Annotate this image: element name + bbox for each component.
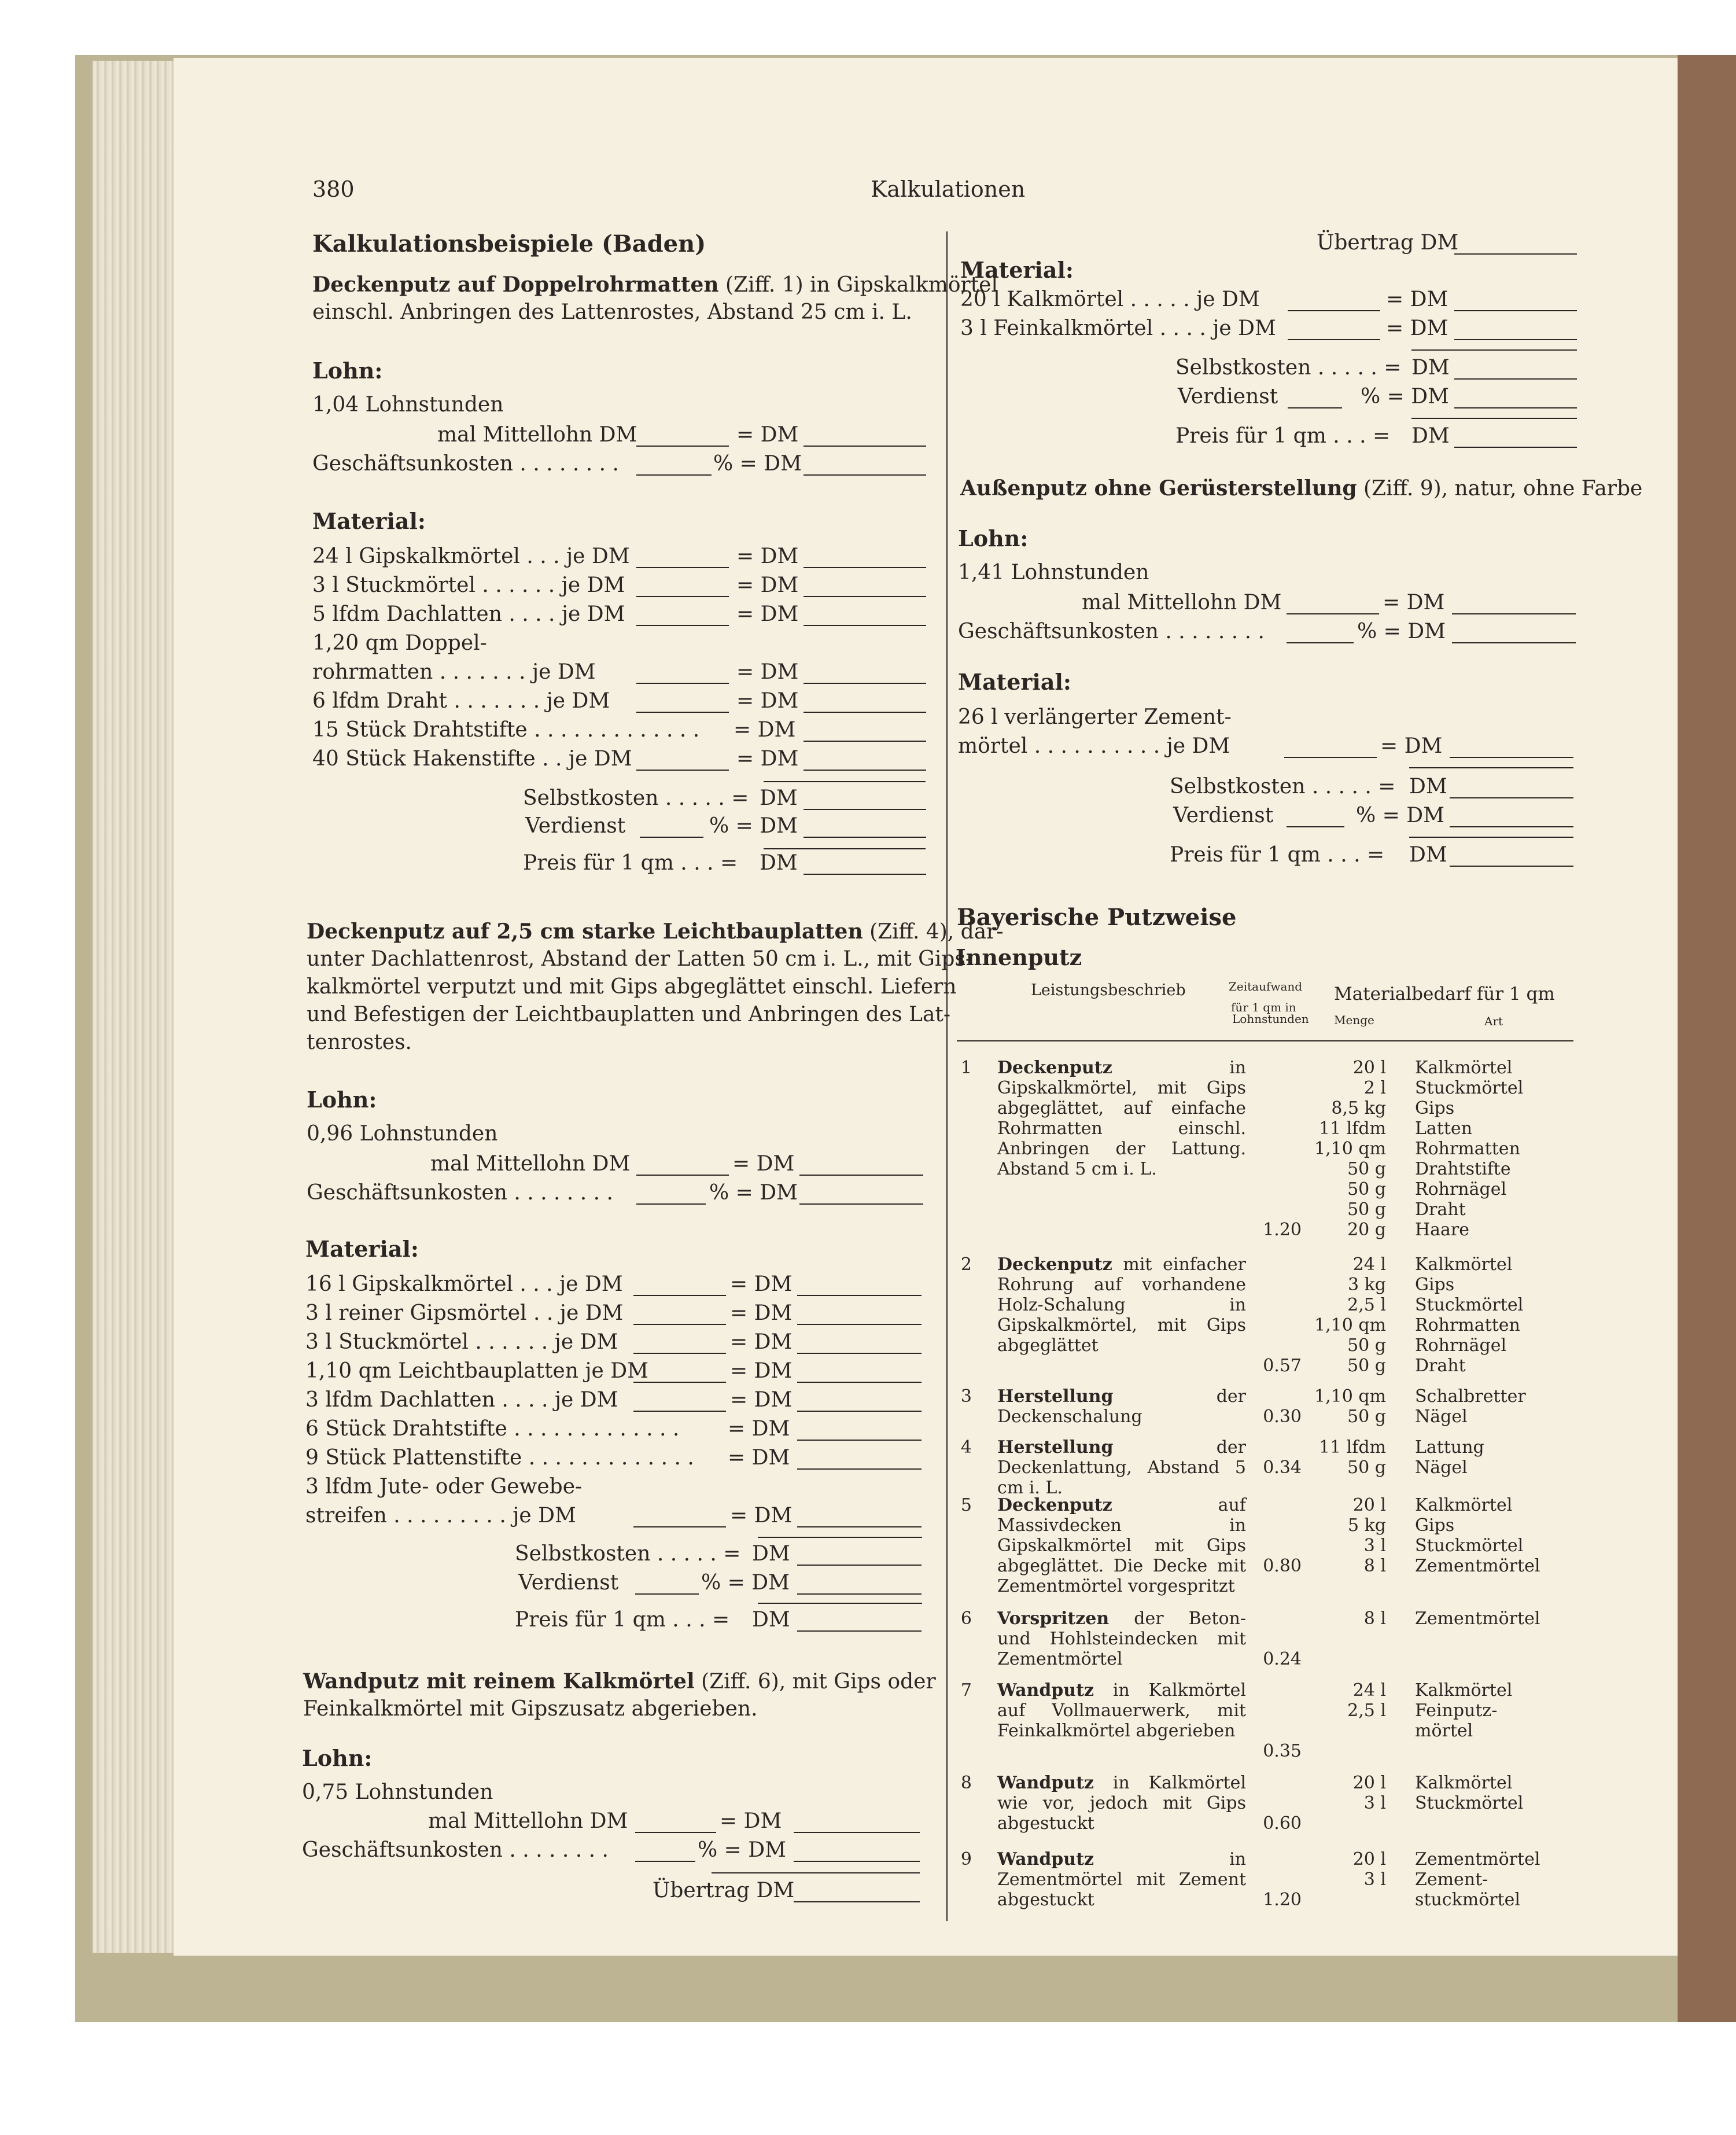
s3-hours: 0,75 Lohnstunden (302, 1780, 493, 1804)
row-art: Nägel (1415, 1407, 1468, 1427)
row-number: 1 (960, 1058, 972, 1078)
carry-verdienst: Verdienst (1178, 385, 1278, 408)
row-menge: 50 g (1347, 1199, 1386, 1220)
row-description: Herstellung der Deckenlattung, Abstand 5 cm i. L. (997, 1437, 1246, 1498)
s2-material-row: 9 Stück Plattenstifte . . . . . . . . . . . . . (305, 1446, 694, 1470)
row-menge: 2,5 l (1347, 1700, 1386, 1721)
s1-material-row: 6 lfdm Draht . . . . . . . je DM (312, 689, 610, 713)
table-rule (957, 1040, 1573, 1041)
s1-mittellohn: mal Mittellohn DM (437, 423, 637, 447)
s1-material-row: 1,20 qm Doppel- (312, 631, 487, 655)
row-menge: 24 l (1352, 1254, 1386, 1275)
row-description: Herstellung der Deckenschalung (997, 1386, 1246, 1427)
s1-mittellohn-eq: = DM (736, 423, 799, 447)
row-menge: 50 g (1347, 1179, 1386, 1199)
row-time: 0.34 (1263, 1457, 1302, 1478)
row-time: 0.35 (1263, 1741, 1302, 1761)
s1-title-line2: einschl. Anbringen des Lattenrostes, Abstand 25 cm i. L. (312, 300, 912, 324)
row-art: mörtel (1415, 1721, 1473, 1741)
row-number: 4 (960, 1437, 972, 1457)
row-art: Nägel (1415, 1457, 1468, 1478)
row-menge: 20 g (1347, 1220, 1386, 1240)
row-number: 6 (960, 1608, 972, 1629)
row-art: Stuckmörtel (1415, 1078, 1524, 1098)
row-menge: 20 l (1352, 1849, 1386, 1869)
row-menge: 20 l (1352, 1495, 1386, 1515)
s1-title-line1: Deckenputz auf Doppelrohrmatten (Ziff. 1) in Gipskalkmörtel (312, 273, 998, 297)
row-time: 0.30 (1263, 1407, 1302, 1427)
s4-hours: 1,41 Lohnstunden (958, 561, 1149, 584)
s4-material-label: Material: (958, 669, 1071, 695)
s2-title-line3: kalkmörtel verputzt und mit Gips abgeglättet einschl. Liefern (307, 975, 957, 999)
s1-material-row: 3 l Stuckmörtel . . . . . . je DM (312, 573, 625, 597)
row-art: Stuckmörtel (1415, 1793, 1524, 1813)
row-menge: 8,5 kg (1331, 1098, 1386, 1118)
row-time: 0.57 (1263, 1356, 1302, 1376)
row-art: Latten (1415, 1118, 1472, 1139)
s2-title-line5: tenrostes. (307, 1030, 412, 1054)
s1-material-row: 5 lfdm Dachlatten . . . . je DM (312, 602, 625, 626)
row-menge: 24 l (1352, 1680, 1386, 1700)
row-menge: 3 l (1363, 1793, 1386, 1813)
col-header-time: Zeitaufwand (1229, 980, 1303, 993)
col-header-desc: Leistungsbeschrieb (1031, 981, 1186, 999)
row-menge: 8 l (1363, 1556, 1386, 1576)
row-art: Kalkmörtel (1415, 1680, 1513, 1700)
row-art: stuckmörtel (1415, 1890, 1521, 1910)
col-header-art: Art (1484, 1014, 1503, 1028)
col-header-time: Lohnstunden (1232, 1012, 1309, 1026)
row-menge: 20 l (1352, 1058, 1386, 1078)
s1-preis: Preis für 1 qm . . . = (523, 851, 738, 875)
row-time: 1.20 (1263, 1220, 1302, 1240)
row-art: Zementmörtel (1415, 1849, 1540, 1869)
row-number: 5 (960, 1495, 972, 1515)
row-art: Gips (1415, 1098, 1455, 1118)
row-time: 0.24 (1263, 1649, 1302, 1669)
row-menge: 3 l (1363, 1536, 1386, 1556)
row-menge: 1,10 qm (1314, 1315, 1386, 1335)
row-art: Drahtstifte (1415, 1159, 1511, 1179)
bayern-heading: Bayerische Putzweise (957, 904, 1237, 931)
row-number: 3 (960, 1386, 972, 1407)
row-art: Schalbretter (1415, 1386, 1526, 1407)
row-number: 7 (960, 1680, 972, 1700)
col-header-menge: Menge (1334, 1013, 1374, 1027)
row-art: Rohrmatten (1415, 1315, 1520, 1335)
row-art: Rohrnägel (1415, 1179, 1507, 1199)
row-time: 1.20 (1263, 1890, 1302, 1910)
row-menge: 20 l (1352, 1773, 1386, 1793)
s2-material-row: 3 l Stuckmörtel . . . . . . je DM (305, 1330, 618, 1354)
carry-material-row: 20 l Kalkmörtel . . . . . je DM (960, 288, 1260, 311)
row-menge: 5 kg (1347, 1515, 1386, 1536)
row-menge: 3 l (1363, 1869, 1386, 1890)
row-number: 2 (960, 1254, 972, 1275)
row-number: 9 (960, 1849, 972, 1869)
s3-gk: Geschäftsunkosten . . . . . . . . (302, 1838, 609, 1862)
s2-material-row: 6 Stück Drahtstifte . . . . . . . . . . . . . (305, 1417, 680, 1441)
s4-material-row: mörtel . . . . . . . . . . je DM (958, 734, 1230, 758)
row-description: Wandputz in Zementmörtel mit Zement abgestuckt (997, 1849, 1246, 1910)
running-head: Kalkulationen (871, 176, 1026, 202)
row-art: Rohrnägel (1415, 1335, 1507, 1356)
row-art: Draht (1415, 1199, 1466, 1220)
s1-selbstkosten: Selbstkosten . . . . . = (523, 786, 749, 810)
row-art: Stuckmörtel (1415, 1536, 1524, 1556)
row-menge: 2,5 l (1347, 1295, 1386, 1315)
carry-material-label: Material: (960, 257, 1074, 283)
s2-mittellohn: mal Mittellohn DM (430, 1152, 631, 1176)
row-menge: 11 lfdm (1318, 1118, 1386, 1139)
row-art: Gips (1415, 1515, 1455, 1536)
s4-preis: Preis für 1 qm . . . = (1170, 843, 1385, 867)
s1-gk-eq: % = DM (713, 452, 802, 476)
carry-preis: Preis für 1 qm . . . = (1175, 424, 1391, 448)
row-description: Deckenputz in Gipskalkmörtel, mit Gips abgeglättet, auf einfache Rohrmatten einschl. Anbringen der Lattung. Abstand 5 cm i. L. (997, 1058, 1246, 1179)
row-art: Kalkmörtel (1415, 1495, 1513, 1515)
page-number: 380 (312, 176, 355, 202)
carry-material-row: 3 l Feinkalkmörtel . . . . je DM (960, 316, 1276, 340)
s4-verdienst: Verdienst (1173, 804, 1274, 827)
row-art: Haare (1415, 1220, 1470, 1240)
row-art: Rohrmatten (1415, 1139, 1520, 1159)
section-heading: Kalkulationsbeispiele (Baden) (312, 230, 706, 257)
bayern-subheading: Innenputz (956, 944, 1082, 970)
s1-verdienst: Verdienst (525, 814, 626, 838)
s2-material-row: 16 l Gipskalkmörtel . . . je DM (305, 1272, 623, 1296)
s2-gk: Geschäftsunkosten . . . . . . . . (307, 1181, 613, 1205)
row-menge: 1,10 qm (1314, 1386, 1386, 1407)
s2-verdienst: Verdienst (518, 1571, 619, 1595)
s2-preis: Preis für 1 qm . . . = (515, 1608, 730, 1632)
s1-material-label: Material: (312, 508, 426, 534)
s2-hours: 0,96 Lohnstunden (307, 1122, 498, 1146)
s2-material-row: 3 l reiner Gipsmörtel . . je DM (305, 1301, 624, 1325)
row-art: Kalkmörtel (1415, 1254, 1513, 1275)
s1-material-row: 40 Stück Hakenstifte . . je DM (312, 747, 632, 771)
uebertrag-carry: Übertrag DM (1317, 231, 1459, 255)
row-art: Zement- (1415, 1869, 1488, 1890)
row-art: Kalkmörtel (1415, 1773, 1513, 1793)
scan-background-bottom (0, 2022, 1736, 2135)
row-menge: 8 l (1363, 1608, 1386, 1629)
s1-lohn-label: Lohn: (312, 358, 383, 384)
row-menge: 50 g (1347, 1407, 1386, 1427)
row-art: Draht (1415, 1356, 1466, 1376)
s4-gk: Geschäftsunkosten . . . . . . . . (958, 620, 1265, 643)
s2-material-row: 3 lfdm Dachlatten . . . . je DM (305, 1388, 618, 1412)
row-description: Deckenputz auf Massivdecken in Gipskalkmörtel mit Gips abgeglättet. Die Decke mit Zementmörtel vorgespritzt (997, 1495, 1246, 1596)
s2-material-row: streifen . . . . . . . . . je DM (305, 1504, 576, 1527)
s4-lohn-label: Lohn: (958, 525, 1029, 551)
row-time: 0.60 (1263, 1813, 1302, 1834)
row-time: 0.80 (1263, 1556, 1302, 1576)
row-description: Vorspritzen der Beton- und Hohlsteindecken mit Zementmörtel (997, 1608, 1246, 1669)
s3-mittellohn: mal Mittellohn DM (428, 1809, 628, 1833)
s3-title-line2: Feinkalkmörtel mit Gipszusatz abgerieben. (303, 1697, 758, 1721)
s1-material-row: rohrmatten . . . . . . . je DM (312, 660, 596, 684)
row-menge: 50 g (1347, 1356, 1386, 1376)
s4-material-row: 26 l verlängerter Zement- (958, 705, 1232, 729)
row-description: Wandputz in Kalkmörtel auf Vollmauerwerk, mit Feinkalkmörtel abgerieben (997, 1680, 1246, 1741)
s2-lohn-label: Lohn: (307, 1087, 377, 1113)
s2-title-line4: und Befestigen der Leichtbauplatten und Anbringen des Lat- (307, 1003, 951, 1026)
s2-material-row: 3 lfdm Jute- oder Gewebe- (305, 1475, 583, 1499)
s1-material-row: 24 l Gipskalkmörtel . . . je DM (312, 544, 630, 568)
row-description: Deckenputz mit einfacher Rohrung auf vorhandene Holz-Schalung in Gipskalkmörtel, mit Gips abgeglättet (997, 1254, 1246, 1356)
s2-selbstkosten: Selbstkosten . . . . . = (515, 1542, 741, 1566)
s2-title-line2: unter Dachlattenrost, Abstand der Latten 50 cm i. L., mit Gips- (307, 947, 973, 971)
row-description: Wandputz in Kalkmörtel wie vor, jedoch mit Gips abgestuckt (997, 1773, 1246, 1834)
s3-title-line1: Wandputz mit reinem Kalkmörtel (Ziff. 6), mit Gips oder (303, 1669, 936, 1694)
col-header-time: für 1 qm in (1231, 1000, 1296, 1014)
s4-selbstkosten: Selbstkosten . . . . . = (1170, 775, 1396, 798)
col-header-mat: Materialbedarf für 1 qm (1334, 984, 1555, 1004)
column-divider (946, 231, 948, 1921)
row-art: Kalkmörtel (1415, 1058, 1513, 1078)
row-menge: 50 g (1347, 1335, 1386, 1356)
s2-material-label: Material: (305, 1236, 419, 1262)
row-art: Lattung (1415, 1437, 1484, 1457)
s4-title: Außenputz ohne Gerüsterstellung (Ziff. 9), natur, ohne Farbe (960, 476, 1643, 500)
row-art: Zementmörtel (1415, 1556, 1540, 1576)
s1-hours: 1,04 Lohnstunden (312, 393, 504, 417)
row-menge: 50 g (1347, 1159, 1386, 1179)
s1-material-row: 15 Stück Drahtstifte . . . . . . . . . . . . . (312, 718, 700, 742)
s2-title-line1: Deckenputz auf 2,5 cm starke Leichtbauplatten (Ziff. 4), dar- (307, 919, 1004, 944)
row-menge: 3 kg (1347, 1275, 1386, 1295)
carry-selbstkosten: Selbstkosten . . . . . = (1175, 356, 1402, 380)
s4-mittellohn: mal Mittellohn DM (1082, 591, 1282, 614)
row-menge: 50 g (1347, 1457, 1386, 1478)
row-art: Zementmörtel (1415, 1608, 1540, 1629)
cover-board (1678, 55, 1736, 2022)
row-number: 8 (960, 1773, 972, 1793)
row-menge: 1,10 qm (1314, 1139, 1386, 1159)
row-menge: 2 l (1363, 1078, 1386, 1098)
row-art: Gips (1415, 1275, 1455, 1295)
s3-lohn-label: Lohn: (302, 1745, 373, 1771)
s2-material-row: 1,10 qm Leichtbauplatten je DM (305, 1359, 648, 1383)
row-menge: 11 lfdm (1318, 1437, 1386, 1457)
row-art: Stuckmörtel (1415, 1295, 1524, 1315)
s3-uebertrag: Übertrag DM (653, 1879, 795, 1902)
s1-gk: Geschäftsunkosten . . . . . . . . (312, 452, 619, 476)
row-art: Feinputz- (1415, 1700, 1498, 1721)
